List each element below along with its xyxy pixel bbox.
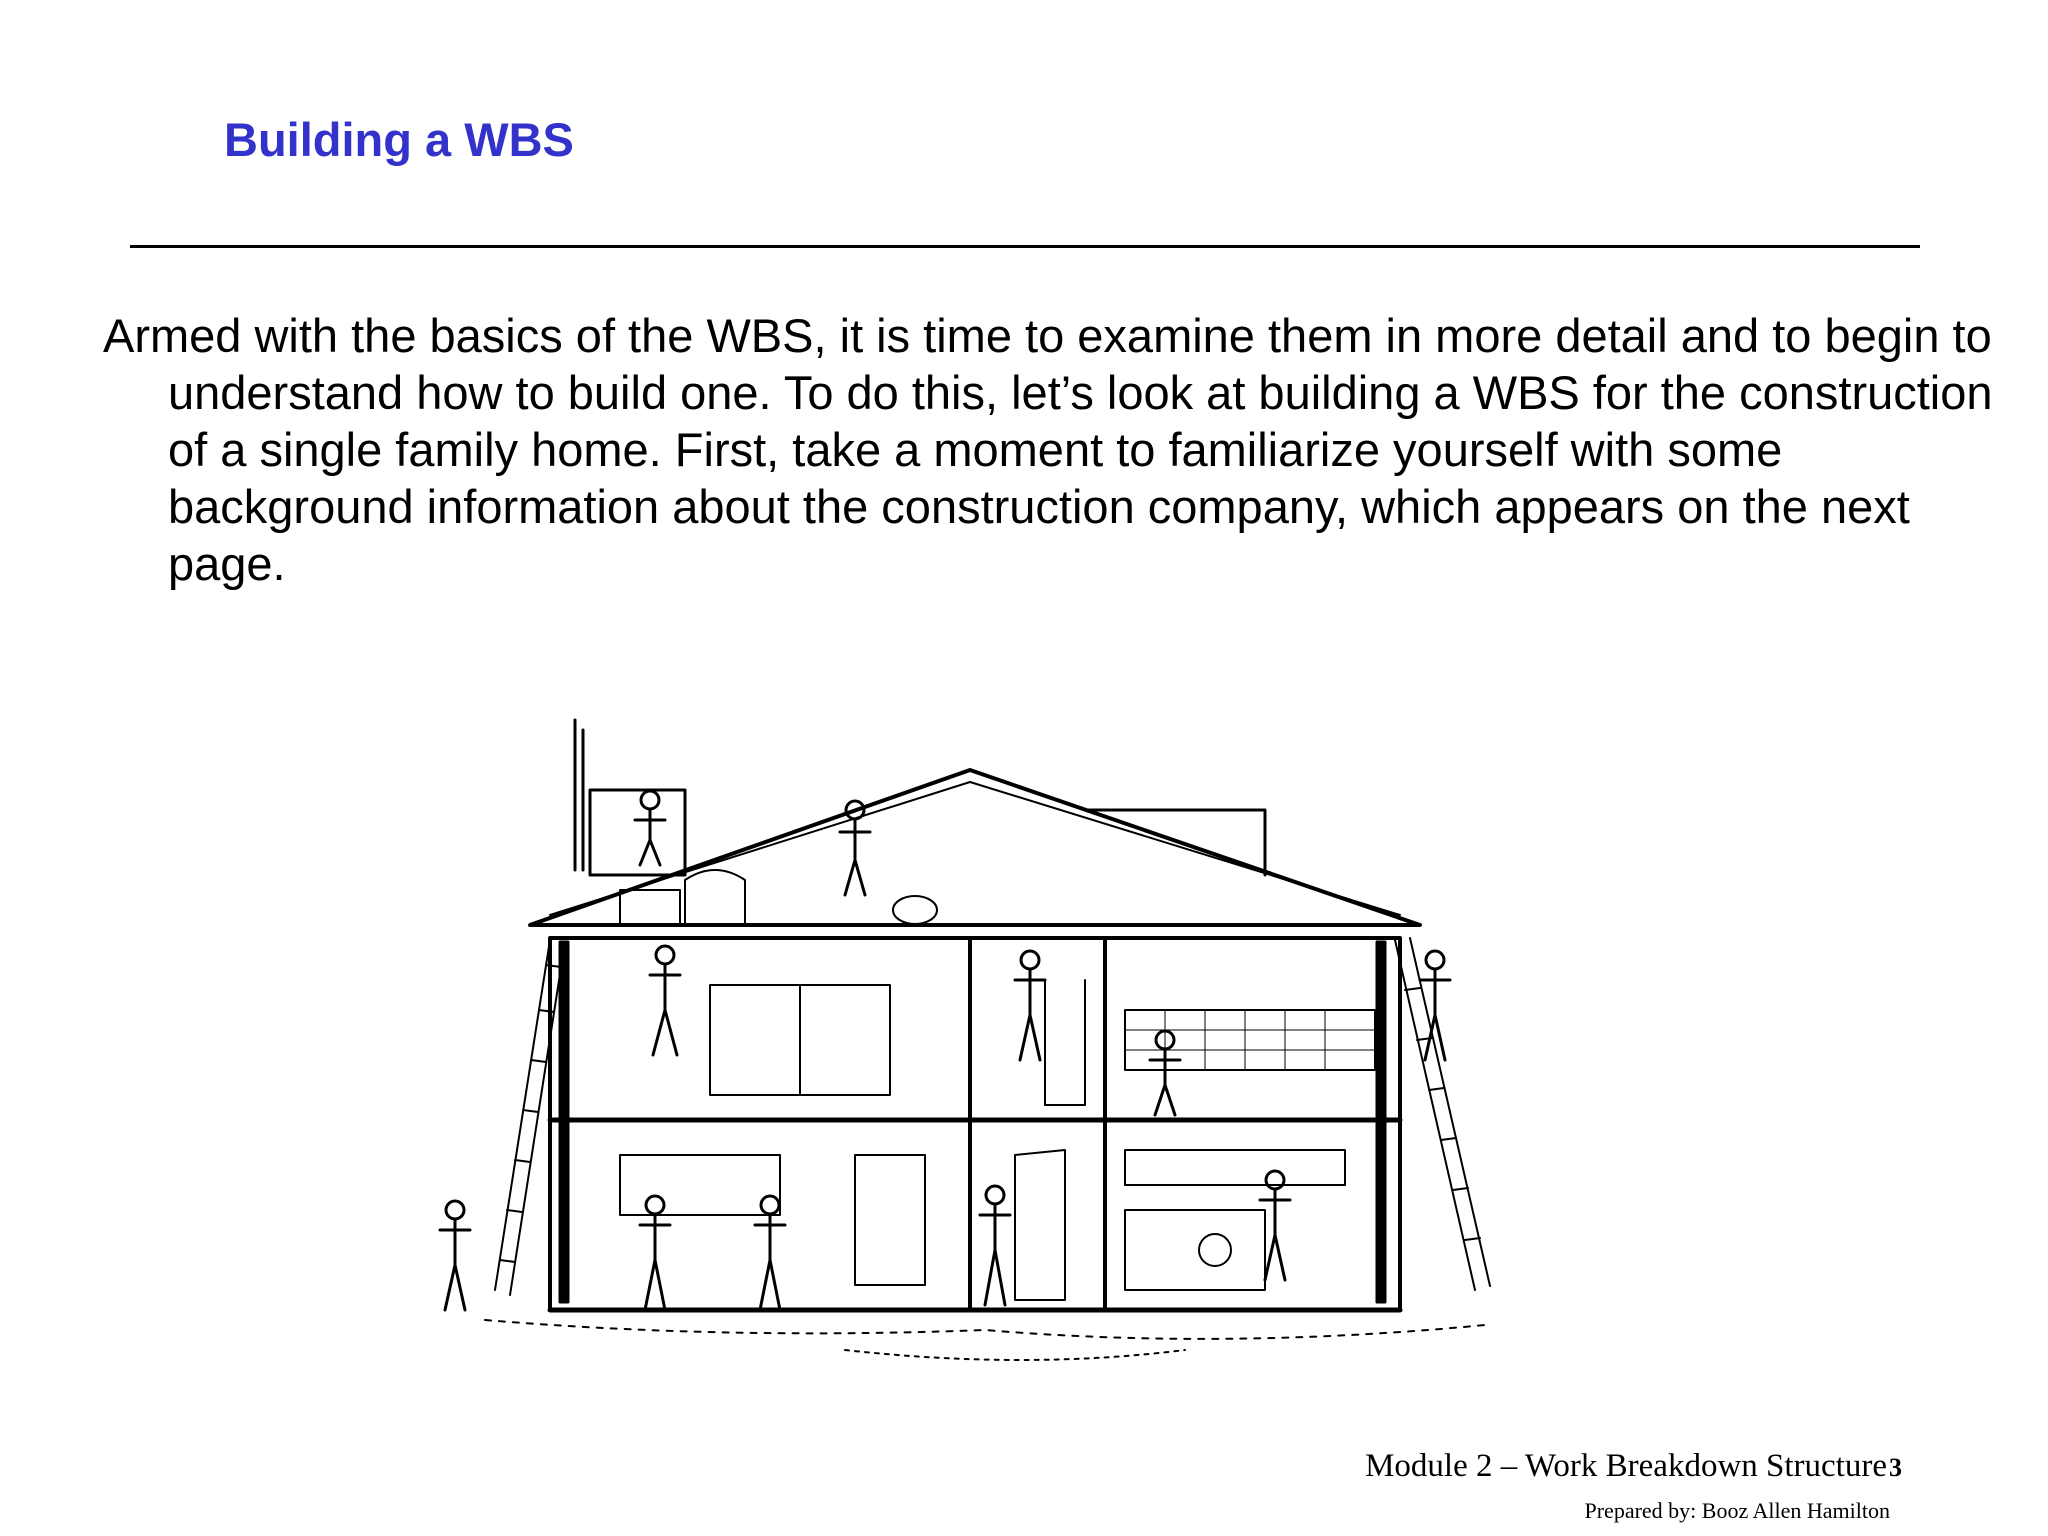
footer-prepared-by: Prepared by: Booz Allen Hamilton bbox=[1584, 1498, 1890, 1523]
house-walls bbox=[550, 938, 1400, 1310]
window-frame bbox=[620, 1155, 780, 1215]
footer-module-text: Module 2 – Work Breakdown Structure bbox=[1365, 1448, 1887, 1484]
house-construction-illustration bbox=[425, 710, 1545, 1375]
body-paragraph: Armed with the basics of the WBS, it is time to examine them in more detail and to begin to understand how to build one. To do this, let’s look at building a WBS for the construction of a single family home. First, take a moment to familiarize yourself with some background information about the construction company, which appears on the next page. bbox=[103, 309, 1993, 590]
worker-lower-hall bbox=[980, 1186, 1010, 1305]
worker-upper-middle bbox=[1015, 951, 1045, 1060]
chimney bbox=[590, 790, 685, 875]
worker-outside-left bbox=[440, 1201, 470, 1310]
footer-module bbox=[1365, 1448, 1902, 1485]
title-divider bbox=[130, 245, 1920, 248]
door bbox=[855, 1155, 925, 1285]
worker-upper-left bbox=[650, 946, 680, 1055]
worker-lower-left bbox=[640, 1196, 670, 1310]
slide-title: Building a WBS bbox=[224, 113, 574, 166]
kitchen-cabinets bbox=[1125, 1150, 1345, 1185]
page-number: 3 bbox=[1889, 1453, 1902, 1482]
worker-roof bbox=[635, 791, 665, 865]
roof bbox=[530, 770, 1420, 925]
